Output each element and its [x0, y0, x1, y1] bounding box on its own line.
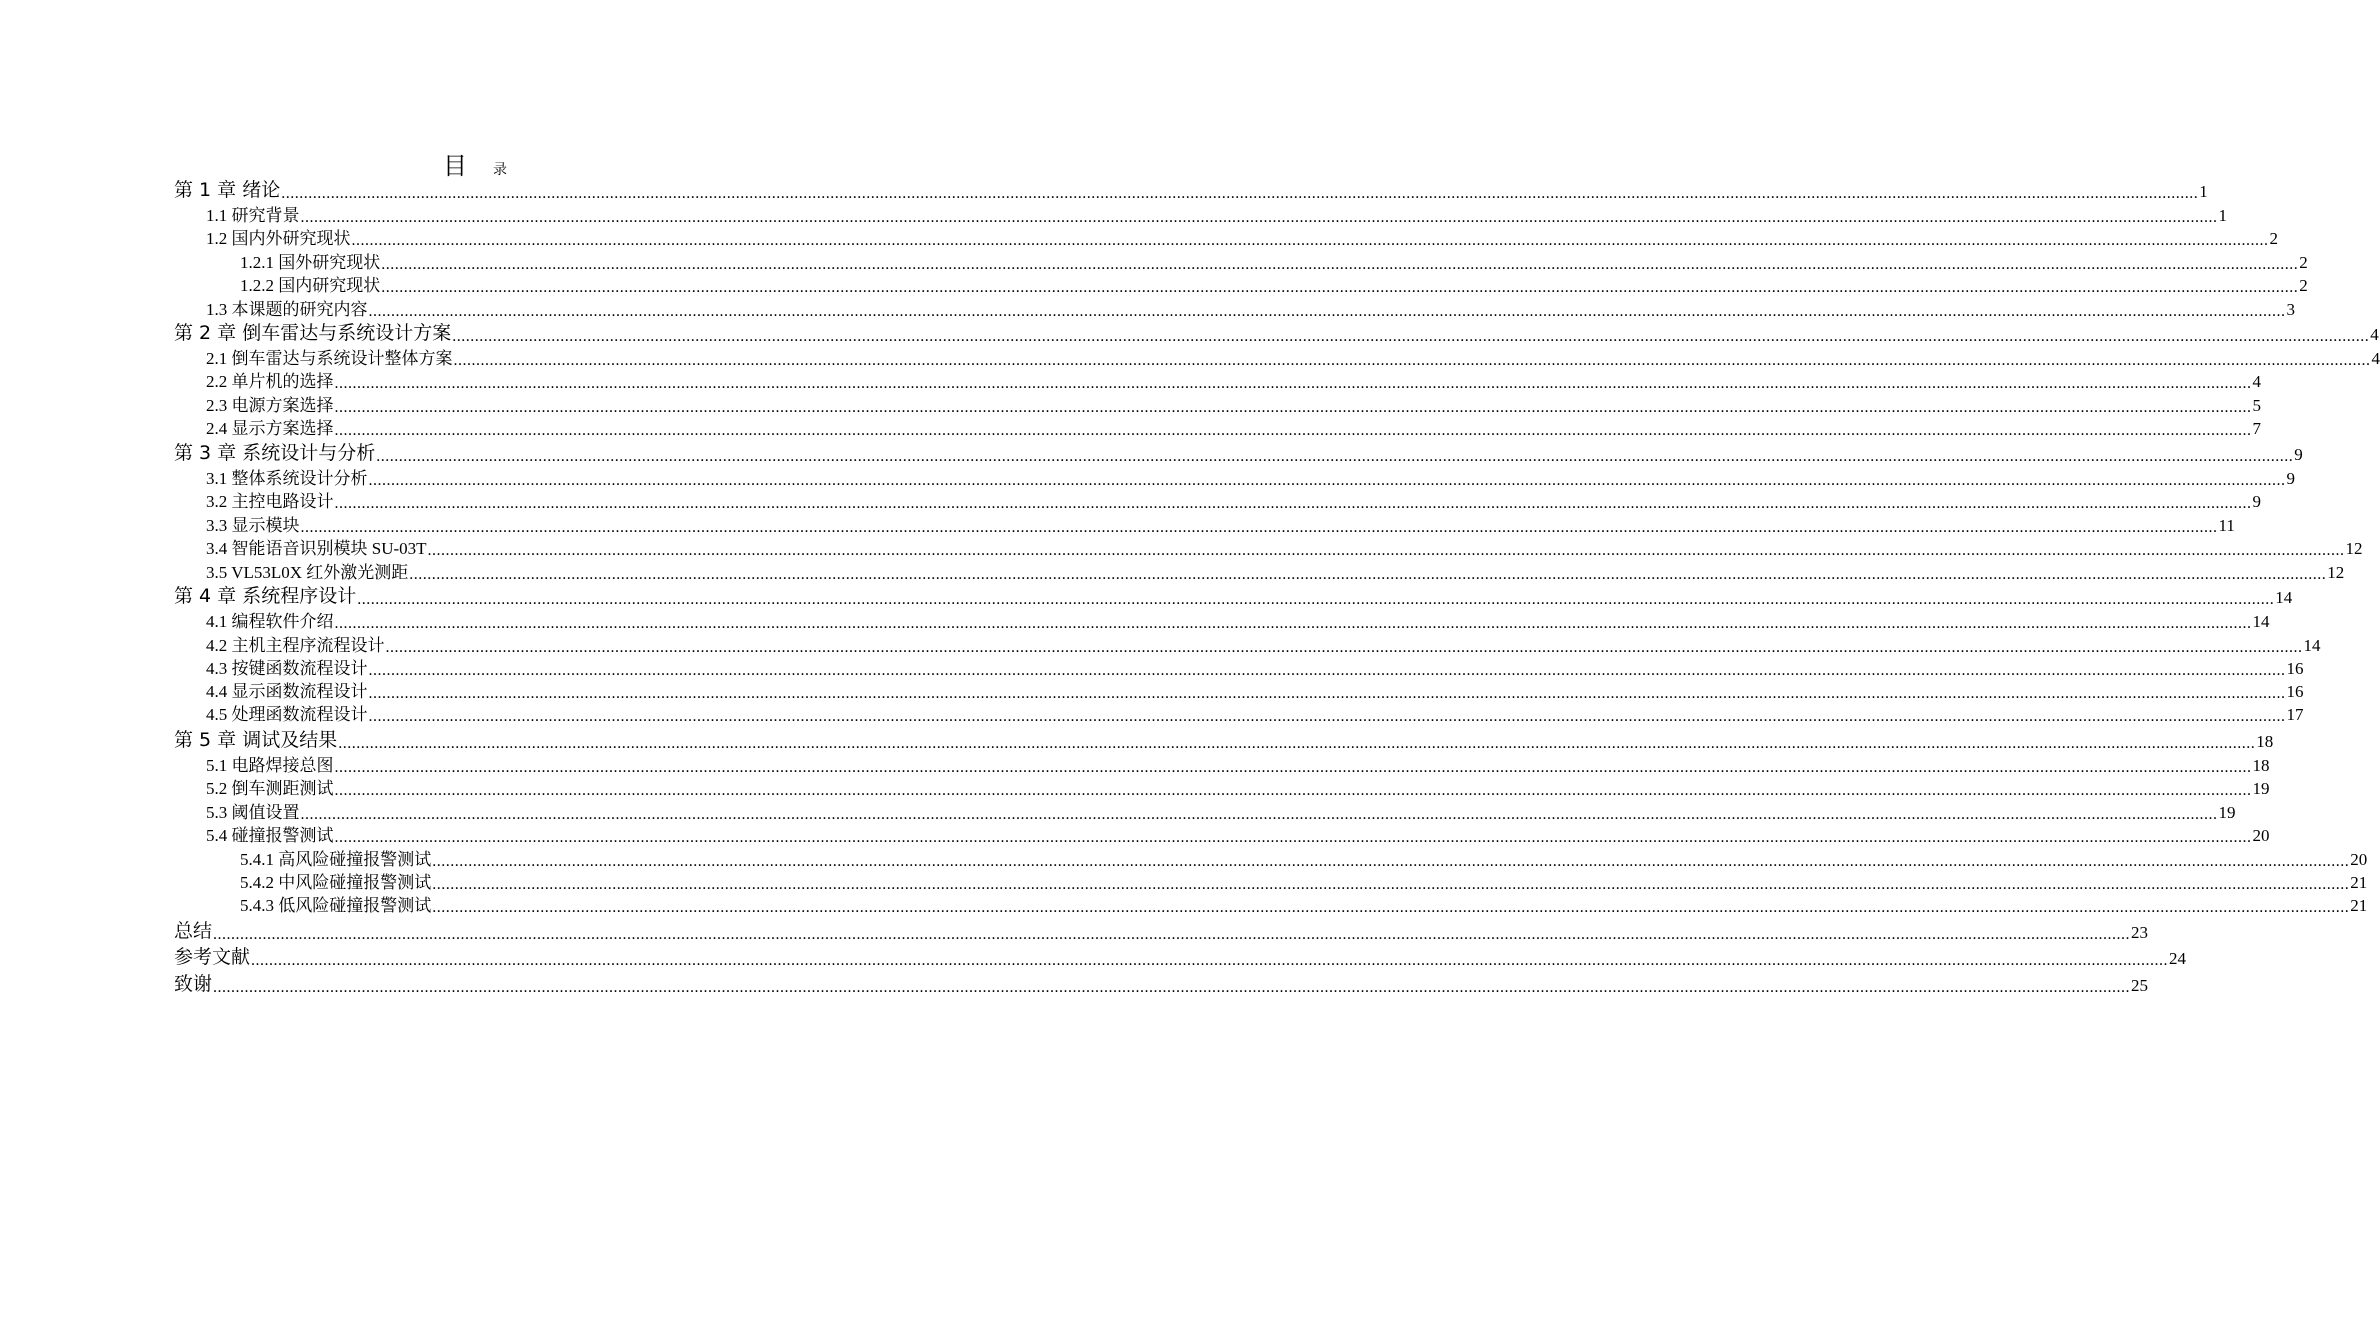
toc-entry-label: 5.4.2 中风险碰撞报警测试: [240, 873, 432, 892]
toc-page-number: 9: [2294, 445, 2303, 464]
toc-page-number: 4: [2371, 349, 2380, 368]
toc-page-number: 24: [2169, 949, 2187, 968]
toc-entry-conclusion[interactable]: [174, 919, 2149, 943]
toc-leader-dots: ..........................................................................................................................................................................................................................................................................................................................................................................................................................................: [334, 399, 2252, 416]
toc-entry-4-4[interactable]: [206, 680, 2304, 702]
toc-page-number: 7: [2252, 419, 2261, 438]
toc-entry-label: 2.1 倒车雷达与系统设计整体方案: [206, 349, 453, 368]
toc-leader-dots: ..........................................................................................................................................................................................................................................................................................................................................................................................................................................: [368, 662, 2286, 679]
toc-entry-5-4-2[interactable]: [240, 871, 2368, 893]
toc-leader-dots: ..........................................................................................................................................................................................................................................................................................................................................................................................................................................: [334, 829, 2252, 846]
toc-leader-dots: ..........................................................................................................................................................................................................................................................................................................................................................................................................................................: [281, 185, 2199, 202]
toc-page-number: 20: [2252, 826, 2270, 845]
toc-page-number: 14: [2275, 588, 2293, 607]
toc-title-sub: 录: [493, 162, 507, 178]
toc-entry-label: 5.1 电路焊接总图: [206, 756, 334, 775]
toc-page-number: 2: [2299, 253, 2308, 272]
toc-entry-label: 2.3 电源方案选择: [206, 396, 334, 415]
toc-leader-dots: ..........................................................................................................................................................................................................................................................................................................................................................................................................................................: [432, 876, 2350, 893]
toc-entry-label: 第 4 章 系统程序设计: [174, 585, 357, 607]
toc-entry-3-3[interactable]: [206, 514, 2235, 536]
toc-leader-dots: ..........................................................................................................................................................................................................................................................................................................................................................................................................................................: [432, 853, 2350, 870]
toc-entry-1-3[interactable]: [206, 298, 2295, 320]
toc-leader-dots: ..........................................................................................................................................................................................................................................................................................................................................................................................................................................: [357, 591, 2275, 608]
toc-page-number: 12: [2327, 563, 2345, 582]
toc-leader-dots: ..........................................................................................................................................................................................................................................................................................................................................................................................................................................: [300, 806, 2218, 823]
toc-page-number: 12: [2345, 539, 2363, 558]
toc-page-number: 18: [2252, 756, 2270, 775]
toc-page-number: 9: [2286, 469, 2295, 488]
toc-leader-dots: ..........................................................................................................................................................................................................................................................................................................................................................................................................................................: [368, 685, 2286, 702]
toc-entry-chapter-4[interactable]: [174, 584, 2293, 608]
toc-page-number: 11: [2218, 516, 2235, 535]
toc-title: [0, 146, 950, 181]
toc-leader-dots: ..........................................................................................................................................................................................................................................................................................................................................................................................................................................: [368, 708, 2286, 725]
toc-page-number: 9: [2252, 492, 2261, 511]
toc-leader-dots: ..........................................................................................................................................................................................................................................................................................................................................................................................................................................: [334, 495, 2252, 512]
toc-page-number: 14: [2252, 612, 2270, 631]
toc-entry-5-2[interactable]: [206, 777, 2270, 799]
toc-page-number: 20: [2350, 850, 2368, 869]
toc-leader-dots: ..........................................................................................................................................................................................................................................................................................................................................................................................................................................: [381, 279, 2299, 296]
toc-entry-label: 参考文献: [174, 946, 251, 968]
toc-entry-label: 3.5 VL53L0X 红外激光测距: [206, 563, 409, 582]
toc-page-number: 17: [2286, 705, 2304, 724]
toc-entry-5-4-1[interactable]: [240, 848, 2368, 870]
toc-entry-3-4[interactable]: [206, 537, 2363, 559]
toc-entry-5-1[interactable]: [206, 754, 2270, 776]
toc-entry-label: 3.2 主控电路设计: [206, 492, 334, 511]
toc-leader-dots: ..........................................................................................................................................................................................................................................................................................................................................................................................................................................: [213, 979, 2131, 996]
toc-entry-label: 4.5 处理函数流程设计: [206, 705, 368, 724]
toc-entry-label: 第 1 章 绪论: [174, 179, 281, 201]
toc-entry-label: 3.4 智能语音识别模块 SU-03T: [206, 539, 427, 558]
toc-entry-label: 5.4.1 高风险碰撞报警测试: [240, 850, 432, 869]
toc-entry-label: 5.4.3 低风险碰撞报警测试: [240, 896, 432, 915]
toc-page-number: 1: [2218, 206, 2227, 225]
toc-entry-2-2[interactable]: [206, 370, 2261, 392]
toc-leader-dots: ..........................................................................................................................................................................................................................................................................................................................................................................................................................................: [452, 328, 2370, 345]
toc-entry-chapter-2[interactable]: [174, 321, 2379, 345]
toc-entry-label: 第 3 章 系统设计与分析: [174, 442, 376, 464]
toc-entry-1-1[interactable]: [206, 204, 2227, 226]
toc-page-number: 2: [2269, 229, 2278, 248]
toc-leader-dots: ..........................................................................................................................................................................................................................................................................................................................................................................................................................................: [300, 209, 2218, 226]
toc-entry-1-2[interactable]: [206, 227, 2278, 249]
toc-leader-dots: ..........................................................................................................................................................................................................................................................................................................................................................................................................................................: [376, 448, 2294, 465]
toc-entry-label: 3.1 整体系统设计分析: [206, 469, 368, 488]
toc-entry-label: 5.3 阈值设置: [206, 803, 300, 822]
toc-entry-label: 2.4 显示方案选择: [206, 419, 334, 438]
toc-leader-dots: ..........................................................................................................................................................................................................................................................................................................................................................................................................................................: [300, 519, 2218, 536]
toc-entry-label: 第 2 章 倒车雷达与系统设计方案: [174, 322, 452, 344]
toc-entry-5-3[interactable]: [206, 801, 2236, 823]
toc-leader-dots: ..........................................................................................................................................................................................................................................................................................................................................................................................................................................: [427, 542, 2345, 559]
toc-entry-label: 4.2 主机主程序流程设计: [206, 636, 385, 655]
toc-page-number: 21: [2350, 896, 2368, 915]
toc-entry-label: 1.2 国内外研究现状: [206, 229, 351, 248]
toc-entry-label: 1.3 本课题的研究内容: [206, 300, 368, 319]
toc-leader-dots: ..........................................................................................................................................................................................................................................................................................................................................................................................................................................: [385, 639, 2303, 656]
toc-page-number: 16: [2286, 659, 2304, 678]
toc-leader-dots: ..........................................................................................................................................................................................................................................................................................................................................................................................................................................: [251, 952, 2169, 969]
toc-page-number: 2: [2299, 276, 2308, 295]
toc-leader-dots: ..........................................................................................................................................................................................................................................................................................................................................................................................................................................: [351, 232, 2269, 249]
toc-leader-dots: ..........................................................................................................................................................................................................................................................................................................................................................................................................................................: [334, 422, 2252, 439]
toc-entry-acknowledgements[interactable]: [174, 972, 2149, 996]
toc-entry-label: 1.1 研究背景: [206, 206, 300, 225]
toc-entry-label: 1.2.1 国外研究现状: [240, 253, 381, 272]
toc-page-number: 19: [2252, 779, 2270, 798]
toc-entry-1-2-1[interactable]: [240, 251, 2308, 273]
toc-page-number: 5: [2252, 396, 2261, 415]
toc-title-main: 目: [443, 152, 467, 180]
toc-entry-5-4[interactable]: [206, 824, 2270, 846]
toc-entry-4-1[interactable]: [206, 610, 2270, 632]
toc-leader-dots: ..........................................................................................................................................................................................................................................................................................................................................................................................................................................: [381, 256, 2299, 273]
toc-leader-dots: ..........................................................................................................................................................................................................................................................................................................................................................................................................................................: [409, 566, 2327, 583]
toc-entry-label: 致谢: [174, 973, 213, 995]
toc-entry-label: 第 5 章 调试及结果: [174, 729, 338, 751]
toc-entry-label: 1.2.2 国内研究现状: [240, 276, 381, 295]
toc-page-number: 18: [2256, 732, 2274, 751]
toc-leader-dots: ..........................................................................................................................................................................................................................................................................................................................................................................................................................................: [368, 303, 2286, 320]
toc-entry-chapter-5[interactable]: [174, 728, 2274, 752]
toc-page-number: 3: [2286, 300, 2295, 319]
toc-page-number: 23: [2131, 923, 2149, 942]
toc-entry-4-5[interactable]: [206, 703, 2304, 725]
toc-page-number: 1: [2199, 182, 2208, 201]
toc-leader-dots: ..........................................................................................................................................................................................................................................................................................................................................................................................................................................: [334, 615, 2252, 632]
toc-entry-4-2[interactable]: [206, 634, 2321, 656]
toc-entry-2-4[interactable]: [206, 417, 2261, 439]
toc-entry-label: 4.1 编程软件介绍: [206, 612, 334, 631]
toc-entry-chapter-1[interactable]: [174, 178, 2208, 202]
toc-leader-dots: ..........................................................................................................................................................................................................................................................................................................................................................................................................................................: [453, 352, 2371, 369]
toc-page-number: 4: [2370, 325, 2379, 344]
toc-entry-3-1[interactable]: [206, 467, 2295, 489]
toc-leader-dots: ..........................................................................................................................................................................................................................................................................................................................................................................................................................................: [334, 759, 2252, 776]
toc-entry-3-5[interactable]: [206, 561, 2345, 583]
toc-entry-2-1[interactable]: [206, 347, 2380, 369]
toc-leader-dots: ..........................................................................................................................................................................................................................................................................................................................................................................................................................................: [338, 735, 2256, 752]
toc-leader-dots: ..........................................................................................................................................................................................................................................................................................................................................................................................................................................: [432, 899, 2350, 916]
toc-entry-references[interactable]: [174, 945, 2187, 969]
toc-leader-dots: ..........................................................................................................................................................................................................................................................................................................................................................................................................................................: [334, 782, 2252, 799]
toc-leader-dots: ..........................................................................................................................................................................................................................................................................................................................................................................................................................................: [334, 375, 2252, 392]
toc-entry-4-3[interactable]: [206, 657, 2304, 679]
toc-entry-5-4-3[interactable]: [240, 894, 2368, 916]
toc-entry-1-2-2[interactable]: [240, 274, 2308, 296]
toc-entry-3-2[interactable]: [206, 490, 2261, 512]
toc-entry-label: 4.4 显示函数流程设计: [206, 682, 368, 701]
toc-leader-dots: ..........................................................................................................................................................................................................................................................................................................................................................................................................................................: [368, 472, 2286, 489]
toc-page-number: 25: [2131, 976, 2149, 995]
toc-page-number: 21: [2350, 873, 2368, 892]
toc-entry-label: 5.4 碰撞报警测试: [206, 826, 334, 845]
toc-entry-label: 4.3 按键函数流程设计: [206, 659, 368, 678]
toc-entry-label: 5.2 倒车测距测试: [206, 779, 334, 798]
toc-page-number: 19: [2218, 803, 2236, 822]
toc-entry-2-3[interactable]: [206, 394, 2261, 416]
toc-page-number: 16: [2286, 682, 2304, 701]
toc-entry-chapter-3[interactable]: [174, 441, 2303, 465]
toc-leader-dots: ..........................................................................................................................................................................................................................................................................................................................................................................................................................................: [213, 926, 2131, 943]
toc-entry-label: 总结: [174, 920, 213, 942]
toc-entry-label: 3.3 显示模块: [206, 516, 300, 535]
toc-page-number: 14: [2303, 636, 2321, 655]
toc-page-number: 4: [2252, 372, 2261, 391]
toc-entry-label: 2.2 单片机的选择: [206, 372, 334, 391]
